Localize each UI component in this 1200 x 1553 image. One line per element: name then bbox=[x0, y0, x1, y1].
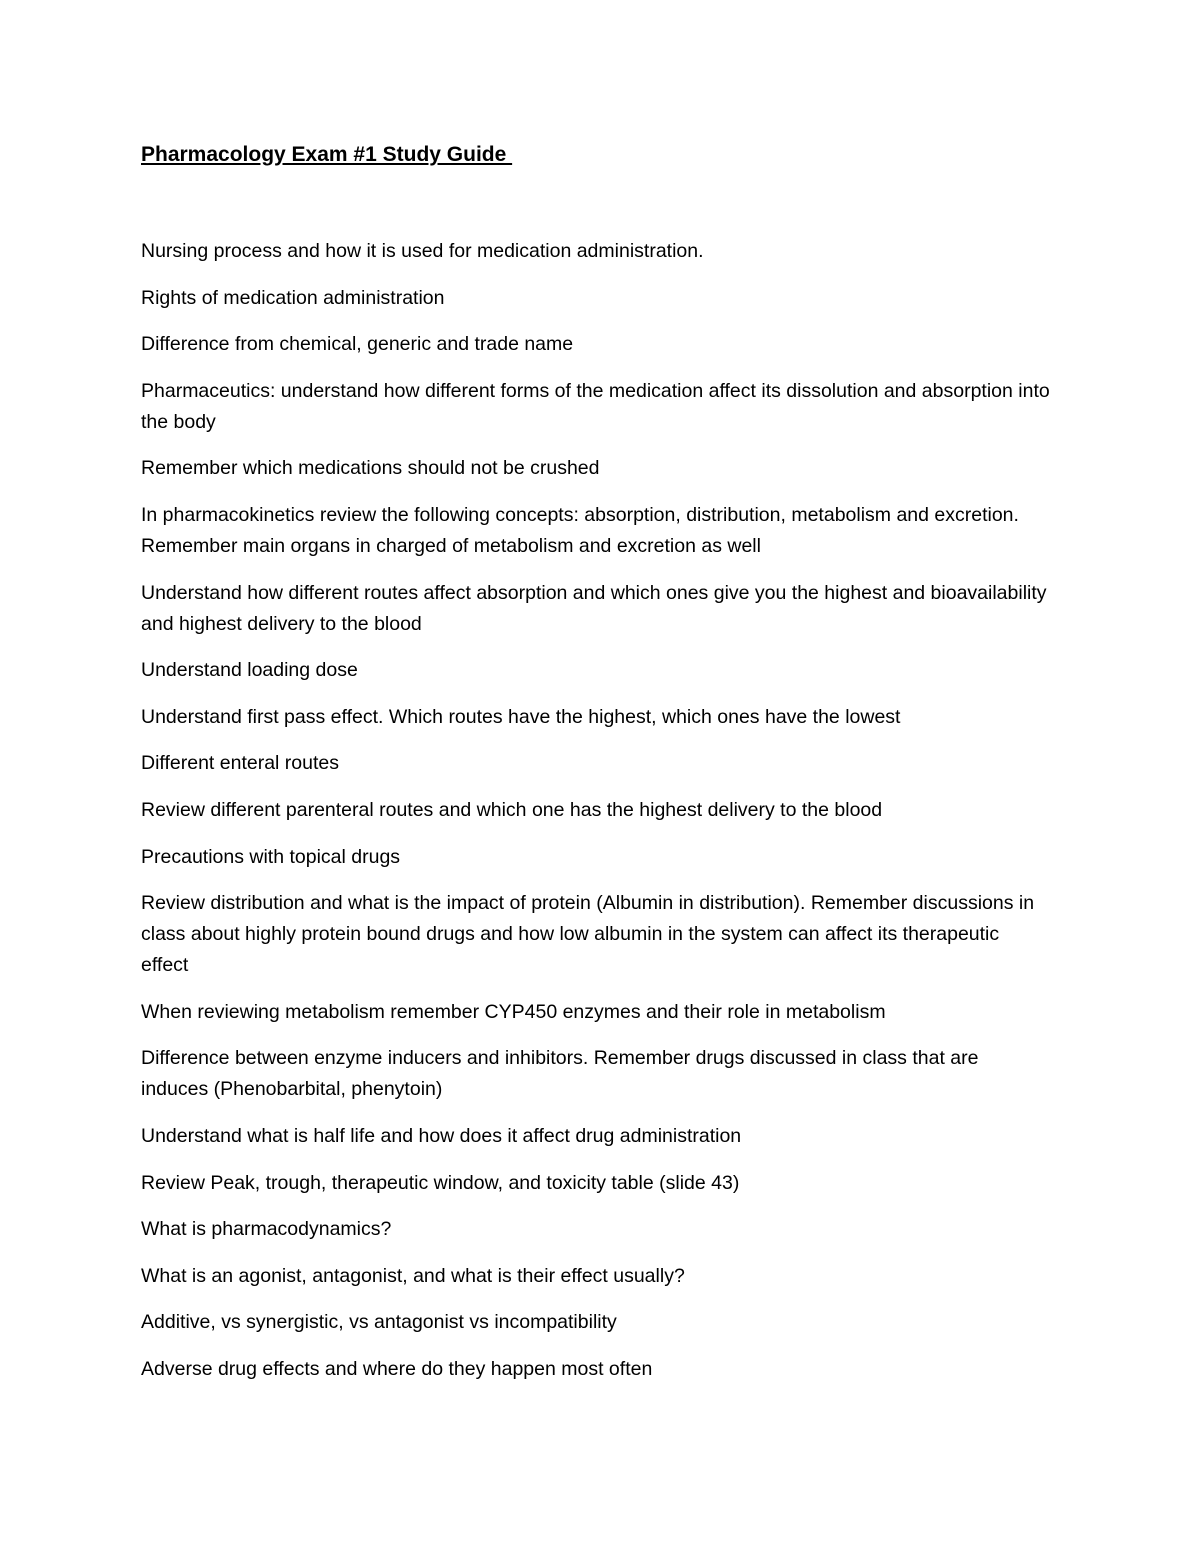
study-item: Adverse drug effects and where do they happen most often bbox=[141, 1357, 653, 1380]
study-item: Review Peak, trough, therapeutic window, and toxicity table (slide 43) bbox=[141, 1171, 740, 1194]
study-item: Review distribution and what is the impact of protein (Albumin in distribution). Remember discussions in class about highly protein bound drugs and how low albumin in the system can affect its therapeutic effect bbox=[141, 892, 1035, 977]
study-item: What is pharmacodynamics? bbox=[141, 1218, 392, 1241]
study-item: Difference between enzyme inducers and inhibitors. Remember drugs discussed in class that are induces (Phenobarbital, phenytoin) bbox=[141, 1047, 979, 1101]
study-item: Remember which medications should not be crushed bbox=[141, 457, 600, 480]
study-item: In pharmacokinetics review the following concepts: absorption, distribution, metabolism and excretion. Remember main organs in charged of metabolism and excretion as well bbox=[141, 503, 1019, 557]
study-item: Additive, vs synergistic, vs antagonist vs incompatibility bbox=[141, 1311, 617, 1334]
study-item: Difference from chemical, generic and trade name bbox=[141, 333, 574, 356]
study-item: Review different parenteral routes and which one has the highest delivery to the blood bbox=[141, 798, 883, 821]
study-item: Nursing process and how it is used for medication administration. bbox=[141, 240, 704, 262]
study-item: What is an agonist, antagonist, and what is their effect usually? bbox=[141, 1264, 685, 1287]
document-body bbox=[141, 141, 1051, 1400]
study-item: Understand first pass effect. Which routes have the highest, which ones have the lowest bbox=[141, 705, 901, 728]
study-item: Rights of medication administration bbox=[141, 286, 445, 309]
study-item: Understand loading dose bbox=[141, 659, 358, 682]
study-item: Understand how different routes affect absorption and which ones give you the highest and bioavailability and highest delivery to the blood bbox=[141, 581, 1047, 635]
study-item: When reviewing metabolism remember CYP450 enzymes and their role in metabolism bbox=[141, 1000, 886, 1023]
study-item: Pharmaceutics: understand how different forms of the medication affect its dissolution and absorption into the body bbox=[141, 379, 1050, 433]
study-item: Different enteral routes bbox=[141, 752, 339, 775]
document-title: Pharmacology Exam #1 Study Guide bbox=[141, 143, 513, 166]
study-item: Precautions with topical drugs bbox=[141, 845, 401, 868]
study-item: Understand what is half life and how does it affect drug administration bbox=[141, 1124, 742, 1147]
